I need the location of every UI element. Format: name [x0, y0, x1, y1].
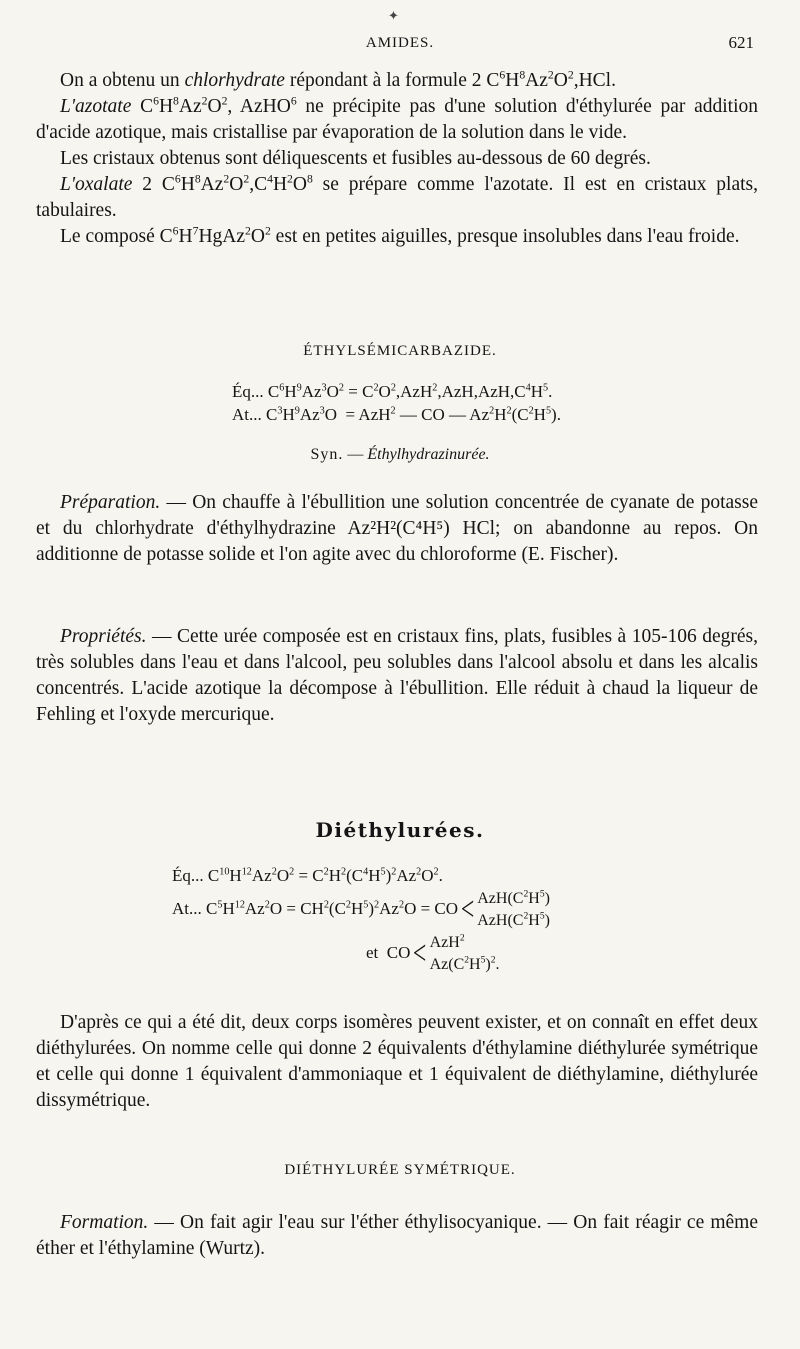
- page-number: 621: [728, 33, 754, 52]
- section-title-ethylsemicarbazide: ÉTHYLSÉMICARBAZIDE.: [303, 343, 497, 359]
- compose-paragraph: Le composé $C^6H^7HgAz^2O^2$ est en petites aiguilles, presque insolubles dans l'eau froide.: [60, 224, 740, 247]
- formation-paragraph: Formation. — On fait agir l'eau sur l'éther éthylisocyanique. — On fait réagir ce même éther et l'éthylamine (Wurtz).: [36, 1212, 758, 1259]
- oxalate-paragraph: L'oxalate 2 $C^6H^8Az^2O^2,C^4H^2O^8$ se prépare comme l'azotate. Il est en cristaux plats, tabulaires.: [36, 172, 758, 221]
- azotate-paragraph: L'azotate $C^6H^8Az^2O^2$, AzHO$^6$ ne précipite pas d'une solution d'éthylurée par addition d'acide azotique, mais cristallise par évaporation de la solution dans le vide.: [36, 94, 758, 143]
- section-title-diethyluree-symetrique: DIÉTHYLURÉE SYMÉTRIQUE.: [284, 1162, 516, 1178]
- formula-at-diethylurees: At... $C^5H^{12}Az^2O = CH^2(C^2H^5)^2Az^2O = CO< AzH(C^2H^5)$ $AzH(C^2H^5)$: [172, 888, 550, 929]
- formula-at-ethylsemicarbazide: At... $C^3H^9Az^3O = AzH^2$ — CO — $Az^2H^2(C^2H^5)$.: [232, 405, 561, 424]
- preparation-label: Préparation.: [60, 492, 161, 513]
- preparation-paragraph: Préparation. — On chauffe à l'ébullition une solution concentrée de cyanate de potasse et du chlorhydrate d'éthylhydrazine Az²H²(C⁴H⁵) HCl; on abandonne au repos. On additionne de potasse solide et l'on agite avec du chloroforme (E. Fischer).: [36, 492, 758, 565]
- proprietes-paragraph: Propriétés. — Cette urée composée est en cristaux fins, plats, fusibles à 105-106 degrés, très solubles dans l'eau et dans l'alcool, peu solubles dans l'alcool absolu et dans les alcalis concentrés. L'acide azotique la décompose à l'ébullition. Elle réduit à chaud la liqueur de Fehling et l'oxyde mercurique.: [36, 626, 758, 725]
- formation-label: Formation.: [60, 1212, 149, 1233]
- intro-paragraphs: [36, 68, 758, 250]
- synonym-line: Syn. — Éthylhydrazinurée.: [310, 446, 490, 463]
- formula-eq-diethylurees: Éq... $C^{10}H^{12}Az^2O^2 = C^2H^2(C^4H^5)^2Az^2O^2$.: [172, 866, 443, 885]
- section-title-diethylurees: Diéthylurées.: [315, 818, 485, 842]
- diethylurees-paragraph: D'après ce qui a été dit, deux corps isomères peuvent exister, et on connaît en effet deux diéthylurées. On nomme celle qui donne 2 équivalents d'éthylamine diéthylurée symétrique et celle qui donne 1 équivalent d'ammoniaque et 1 équivalent de diéthylamine, diéthylurée dissymétrique.: [36, 1012, 758, 1111]
- header-ornament-icon: ✦: [388, 8, 399, 23]
- cristaux-paragraph: Les cristaux obtenus sont déliquescents et fusibles au-dessous de 60 degrés.: [60, 148, 651, 169]
- proprietes-label: Propriétés.: [60, 626, 147, 647]
- chlorhydrate-paragraph: On a obtenu un chlorhydrate répondant à la formule 2 $C^6H^8Az^2O^2,HCl$.: [60, 68, 616, 91]
- formula-at-diethylurees-alt: et CO< AzH$^2$ $Az(C^2H^5)^2$.: [366, 932, 500, 973]
- running-head: AMIDES.: [365, 35, 435, 51]
- formula-eq-ethylsemicarbazide: Éq... $C^6H^9Az^3O^2 = C^2O^2,AzH^2,AzH,AzH,C^4H^5$.: [232, 382, 553, 401]
